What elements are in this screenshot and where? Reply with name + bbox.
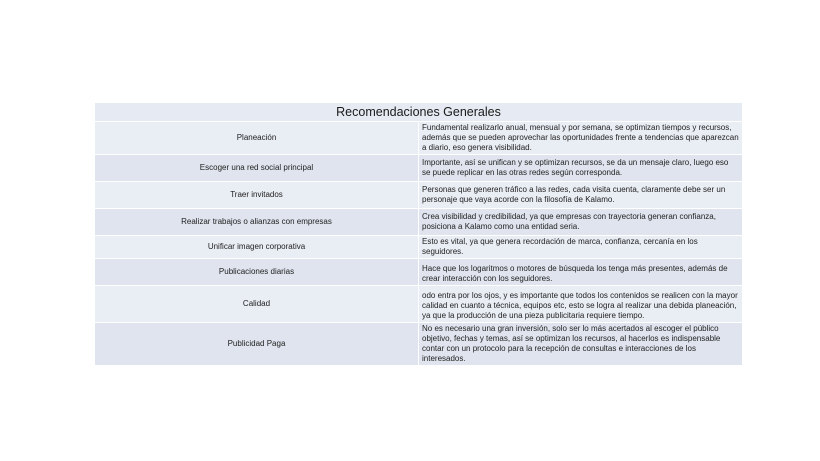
row-description: Hace que los logaritmos o motores de búsqueda los tenga más presentes, además de crear interacción con los seguidores. <box>419 259 743 286</box>
row-description: No es necesario una gran inversión, solo ser lo más acertados al escoger el público objetivo, fechas y temas, así se optimizan los recursos, al hacerlos es indispensable contar con un protocolo para la recepción de consultas e interacciones de los interesados. <box>419 323 743 366</box>
row-label: Realizar trabajos o alianzas con empresas <box>95 209 419 236</box>
recommendations-table <box>95 103 742 366</box>
row-description: Crea visibilidad y credibilidad, ya que empresas con trayectoria generan confianza, posiciona a Kalamo como una entidad seria. <box>419 209 743 236</box>
row-label: Publicaciones diarias <box>95 259 419 286</box>
table-row <box>95 209 742 236</box>
table-row <box>95 286 742 323</box>
table-row <box>95 323 742 366</box>
row-description: Fundamental realizarlo anual, mensual y por semana, se optimizan tiempos y recursos, además que se pueden aprovechar las oportunidades frente a tendencias que aparezcan a diario, eso genera visibilidad. <box>419 122 743 155</box>
recommendations-table-container <box>95 103 742 366</box>
row-label: Unificar imagen corporativa <box>95 236 419 259</box>
row-description: odo entra por los ojos, y es importante que todos los contenidos se realicen con la mayor calidad en cuanto a técnica, equipos etc, esto se logra al realizar una debida planeación, ya que la producción de una pieza publicitaria requiere tiempo. <box>419 286 743 323</box>
row-description: Personas que generen tráfico a las redes, cada visita cuenta, claramente debe ser un personaje que vaya acorde con la filosofía de Kalamo. <box>419 182 743 209</box>
row-label: Traer invitados <box>95 182 419 209</box>
table-header-row <box>95 103 742 122</box>
table-row <box>95 182 742 209</box>
row-description: Importante, así se unifican y se optimizan recursos, se da un mensaje claro, luego eso se puede replicar en las otras redes según corresponda. <box>419 155 743 182</box>
table-row <box>95 236 742 259</box>
table-row <box>95 122 742 155</box>
table-row <box>95 259 742 286</box>
table-title: Recomendaciones Generales <box>95 103 742 122</box>
row-label: Planeación <box>95 122 419 155</box>
row-label: Publicidad Paga <box>95 323 419 366</box>
row-description: Esto es vital, ya que genera recordación de marca, confianza, cercanía en los seguidores. <box>419 236 743 259</box>
table-row <box>95 155 742 182</box>
row-label: Calidad <box>95 286 419 323</box>
row-label: Escoger una red social principal <box>95 155 419 182</box>
